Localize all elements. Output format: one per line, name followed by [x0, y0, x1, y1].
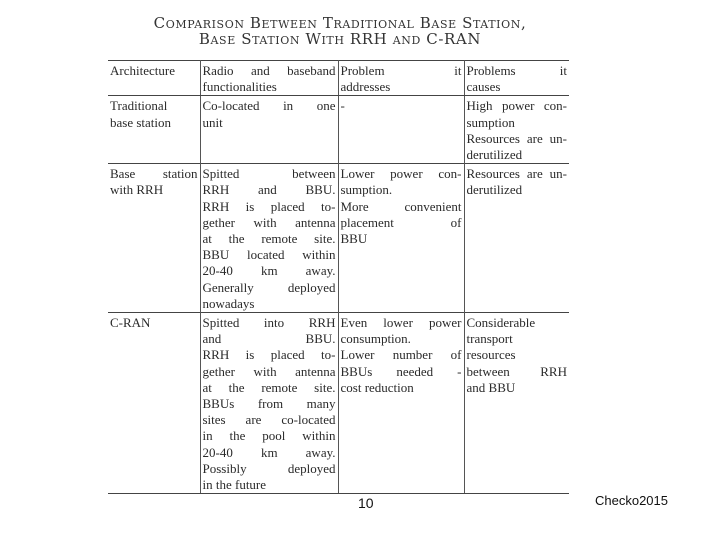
cell-text-line: RRH and BBU.: [202, 182, 336, 198]
cell-architecture: [108, 96, 200, 164]
cell-text-line: resources: [466, 347, 516, 363]
cell-text-line: Co-located in one: [202, 98, 336, 114]
table-title-line-1: Comparison Between Traditional Base Station,: [153, 14, 527, 32]
cell-text-line: Considerable: [466, 315, 536, 331]
cell-text-line: derutilized: [466, 147, 523, 163]
cell-text-line: in the pool within: [202, 428, 336, 444]
cell-text-line: transport: [466, 331, 513, 347]
cell-text-line: Base station: [110, 166, 198, 182]
cell-text-line: sites are co-located: [202, 412, 336, 428]
cell-text-line: Traditional: [110, 98, 168, 114]
comparison-table: [108, 60, 569, 494]
cell-text-line: BBU located within: [202, 247, 336, 263]
cell-text-line: More convenient: [340, 198, 462, 214]
cell-text-line: Architecture: [110, 63, 175, 78]
cell-functionalities: [200, 313, 338, 494]
cell-text-line: in the future: [202, 477, 267, 493]
table-title-line-2: Base Station With RRH and C-RAN: [198, 30, 482, 48]
table-row-traditional: [108, 96, 569, 164]
cell-text-line: gether with antenna: [202, 214, 336, 230]
header-cell-problem-addressed: [338, 61, 464, 96]
header-cell-functionalities: [200, 61, 338, 96]
cell-text-line: sumption.: [340, 182, 393, 198]
page-number: 10: [358, 495, 374, 511]
cell-functionalities: [200, 164, 338, 313]
cell-text-line: RRH is placed to-: [202, 198, 336, 214]
cell-text-line: Lower number of: [340, 347, 462, 363]
cell-text-line: Even lower power: [340, 315, 462, 331]
cell-text-line: 20-40 km away.: [202, 263, 336, 279]
cell-functionalities: [200, 96, 338, 164]
cell-text-line: causes: [466, 79, 501, 95]
cell-text-line: sumption: [466, 114, 515, 130]
cell-problem-addressed: [338, 164, 464, 313]
cell-text-line: addresses: [340, 79, 391, 95]
cell-text-line: High power con-: [466, 98, 567, 114]
cell-text-line: between RRH: [466, 363, 567, 379]
cell-text-line: C-RAN: [110, 315, 151, 331]
cell-text-line: 20-40 km away.: [202, 444, 336, 460]
cell-text-line: -: [340, 98, 345, 114]
cell-text-line: and BBU: [466, 379, 516, 395]
cell-architecture: [108, 313, 200, 494]
cell-text-line: consumption.: [340, 331, 411, 347]
cell-text-line: BBUs needed -: [340, 363, 462, 379]
cell-text-line: with RRH: [110, 182, 164, 198]
cell-text-line: unit: [202, 114, 223, 130]
cell-text-line: BBUs from many: [202, 396, 336, 412]
cell-text-line: Spitted between: [202, 166, 336, 182]
cell-problems-caused: [464, 164, 569, 313]
cell-text-line: gether with antenna: [202, 363, 336, 379]
cell-text-line: Resources are un-: [466, 166, 567, 182]
cell-text-line: derutilized: [466, 182, 523, 198]
cell-text-line: RRH is placed to-: [202, 347, 336, 363]
cell-text-line: cost reduction: [340, 379, 414, 395]
cell-problems-caused: [464, 313, 569, 494]
table-header-row: [108, 61, 569, 96]
table-row-rrh: [108, 164, 569, 313]
source-credit: Checko2015: [595, 493, 668, 508]
cell-text-line: placement of: [340, 214, 462, 230]
cell-text-line: Problems it: [466, 63, 567, 78]
cell-problem-addressed: [338, 96, 464, 164]
cell-text-line: functionalities: [202, 79, 277, 95]
cell-text-line: Generally deployed: [202, 279, 336, 295]
header-cell-problems-caused: [464, 61, 569, 96]
cell-architecture: [108, 164, 200, 313]
cell-text-line: at the remote site.: [202, 231, 336, 247]
cell-text-line: and BBU.: [202, 331, 336, 347]
cell-text-line: Possibly deployed: [202, 460, 336, 476]
cell-text-line: Radio and baseband: [202, 63, 336, 78]
cell-text-line: Lower power con-: [340, 166, 462, 182]
cell-text-line: Problem it: [340, 63, 462, 78]
cell-problem-addressed: [338, 313, 464, 494]
cell-text-line: Resources are un-: [466, 130, 567, 146]
header-cell-architecture: [108, 61, 200, 96]
cell-text-line: BBU: [340, 231, 368, 247]
cell-text-line: base station: [110, 114, 172, 130]
cell-text-line: nowadays: [202, 295, 255, 311]
table-row-cran: [108, 313, 569, 494]
cell-text-line: at the remote site.: [202, 379, 336, 395]
cell-problems-caused: [464, 96, 569, 164]
cell-text-line: Spitted into RRH: [202, 315, 336, 331]
